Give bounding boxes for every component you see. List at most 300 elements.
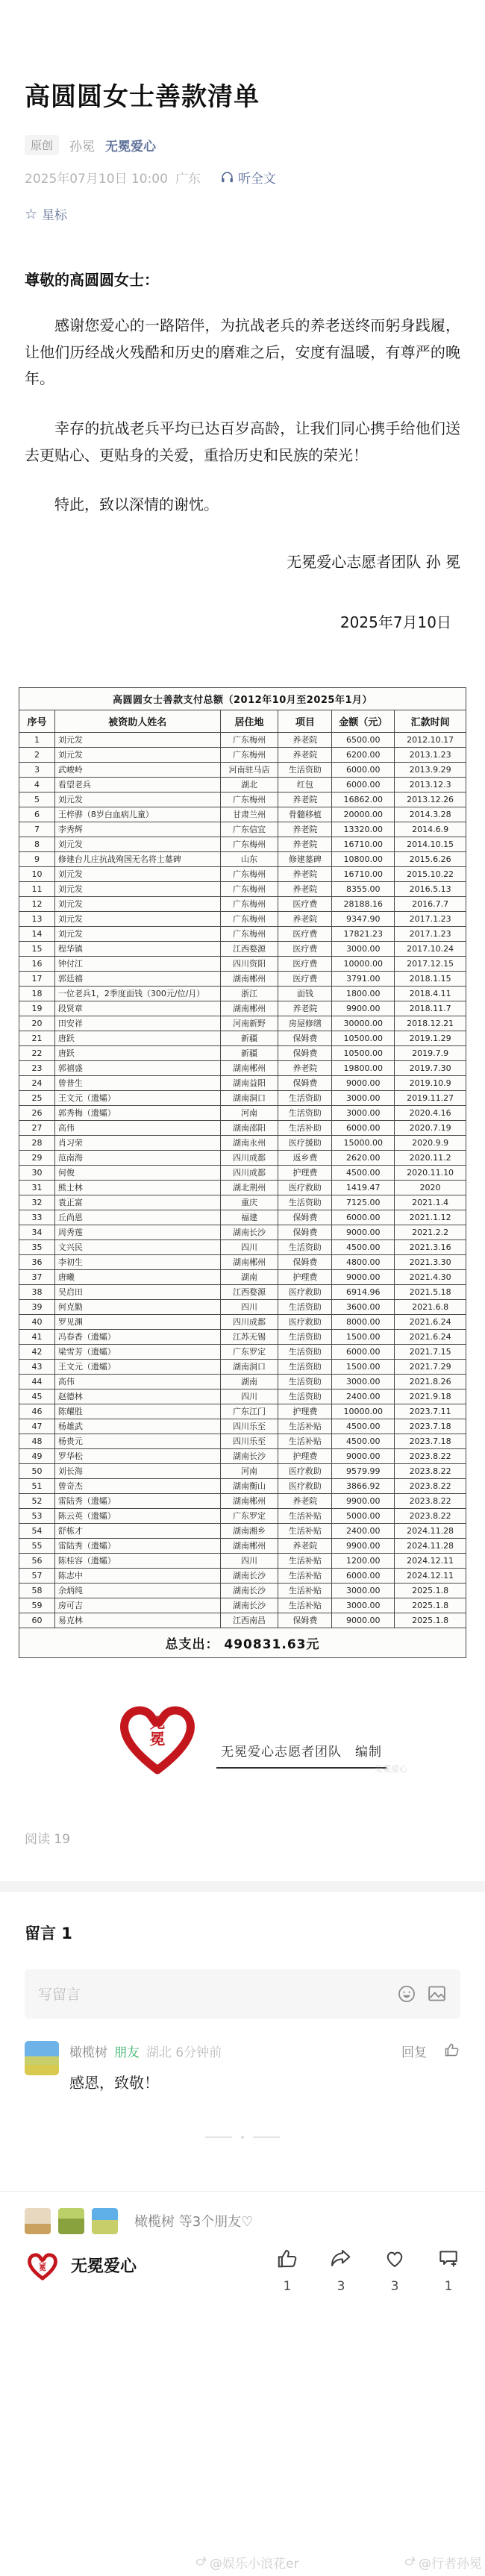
table-cell: 9347.90 xyxy=(332,911,395,926)
table-cell: 6000.00 xyxy=(332,1568,395,1583)
table-cell: 养老院 xyxy=(278,747,332,762)
table-cell: 8355.00 xyxy=(332,881,395,896)
table-cell: 4500.00 xyxy=(332,1419,395,1434)
table-cell: 保姆费 xyxy=(278,1613,332,1628)
table-cell: 医疗费 xyxy=(278,926,332,941)
table-cell: 31 xyxy=(19,1180,55,1195)
table-cell: 24 xyxy=(19,1075,55,1090)
table-cell: 生活资助 xyxy=(278,762,332,777)
table-cell: 甘肃兰州 xyxy=(220,807,278,822)
table-cell: 32 xyxy=(19,1195,55,1210)
table-cell: 1200.00 xyxy=(332,1553,395,1568)
table-cell: 护理费 xyxy=(278,1269,332,1284)
table-cell: 2019.10.9 xyxy=(395,1075,466,1090)
table-cell: 医疗费 xyxy=(278,971,332,986)
account-link[interactable]: 无冕爱心 xyxy=(105,140,157,155)
table-cell: 4500.00 xyxy=(332,1165,395,1180)
thumbs-up-icon xyxy=(275,2246,299,2273)
table-cell: 17821.23 xyxy=(332,926,395,941)
table-row xyxy=(19,1075,466,1090)
col-header-project: 项目 xyxy=(278,710,332,732)
table-row xyxy=(19,1165,466,1180)
table-cell: 生活补贴 xyxy=(278,1598,332,1613)
comment-input[interactable] xyxy=(25,1969,460,2019)
stamp-watermark: 无冕爱心 xyxy=(375,1763,407,1774)
table-cell: 2014.3.28 xyxy=(395,807,466,822)
table-cell: 26 xyxy=(19,1105,55,1120)
table-cell: 2023.7.11 xyxy=(395,1404,466,1419)
comment-placeholder: 写留言 xyxy=(38,1986,81,2004)
table-cell: 5000.00 xyxy=(332,1508,395,1523)
table-cell: 河南 xyxy=(220,1463,278,1478)
table-cell: 范南海 xyxy=(54,1150,220,1165)
table-cell: 10500.00 xyxy=(332,1045,395,1060)
table-cell: 39 xyxy=(19,1299,55,1314)
svg-text:无: 无 xyxy=(149,1713,166,1732)
table-cell: 养老院 xyxy=(278,881,332,896)
table-row xyxy=(19,1195,466,1210)
col-header-name: 被资助人姓名 xyxy=(54,710,220,732)
share-button[interactable] xyxy=(329,2246,353,2294)
table-cell: 生活资助 xyxy=(278,1344,332,1359)
table-cell: 梁雪芳（遗孀） xyxy=(54,1344,220,1359)
table-cell: 8000.00 xyxy=(332,1314,395,1329)
table-cell: 52 xyxy=(19,1493,55,1508)
table-cell: 53 xyxy=(19,1508,55,1523)
table-cell: 2 xyxy=(19,747,55,762)
col-header-amount: 金额（元） xyxy=(332,710,395,732)
table-cell: 湖南郴州 xyxy=(220,971,278,986)
table-cell: 41 xyxy=(19,1329,55,1344)
table-cell: 2400.00 xyxy=(332,1389,395,1404)
table-row xyxy=(19,1120,466,1135)
table-cell: 面钱 xyxy=(278,986,332,1001)
table-cell: 刘元发 xyxy=(54,911,220,926)
table-cell: 6 xyxy=(19,807,55,822)
table-cell: 2024.12.11 xyxy=(395,1568,466,1583)
table-cell: 2021.9.18 xyxy=(395,1389,466,1404)
table-row xyxy=(19,896,466,911)
table-cell: 山东 xyxy=(220,851,278,866)
image-upload-icon[interactable] xyxy=(427,1983,447,2004)
table-cell: 生活补贴 xyxy=(278,1553,332,1568)
table-cell: 35 xyxy=(19,1239,55,1254)
account-brand[interactable] xyxy=(25,2246,137,2285)
paragraph-2: 幸存的抗战老兵平均已达百岁高龄，让我们同心携手给他们送去更贴心、更贴身的关爱，重拾历史和民族的荣光！ xyxy=(25,419,460,464)
table-cell: 肖习荣 xyxy=(54,1135,220,1150)
table-cell: 湖南郴州 xyxy=(220,1538,278,1553)
table-cell: 11 xyxy=(19,881,55,896)
table-cell: 四川成都 xyxy=(220,1165,278,1180)
table-cell: 养老院 xyxy=(278,911,332,926)
table-cell: 17 xyxy=(19,971,55,986)
table-cell: 7 xyxy=(19,822,55,837)
table-cell: 20 xyxy=(19,1016,55,1031)
table-cell: 57 xyxy=(19,1568,55,1583)
table-cell: 9579.99 xyxy=(332,1463,395,1478)
table-cell: 2020.11.10 xyxy=(395,1165,466,1180)
table-cell: 湖南永州 xyxy=(220,1135,278,1150)
table-cell: 广东江门 xyxy=(220,1404,278,1419)
table-cell: 9000.00 xyxy=(332,1448,395,1463)
table-cell: 程华镇 xyxy=(54,941,220,956)
table-cell: 生活补贴 xyxy=(278,1434,332,1448)
table-cell: 周秀莲 xyxy=(54,1225,220,1239)
table-row xyxy=(19,1419,466,1434)
table-cell: 2023.8.22 xyxy=(395,1493,466,1508)
heart-count: 3 xyxy=(390,2278,399,2294)
table-cell: 王梓骅（8岁白血病儿童） xyxy=(54,807,220,822)
friend-avatar-1 xyxy=(25,2208,51,2234)
table-cell: 陈志中 xyxy=(54,1568,220,1583)
table-cell: 四川乐至 xyxy=(220,1419,278,1434)
table-cell: 4500.00 xyxy=(332,1434,395,1448)
table-cell: 曾奇杰 xyxy=(54,1478,220,1493)
table-cell: 广东信宜 xyxy=(220,822,278,837)
table-cell: 2021.6.24 xyxy=(395,1314,466,1329)
table-cell: 广东罗定 xyxy=(220,1344,278,1359)
table-cell: 6000.00 xyxy=(332,762,395,777)
table-row xyxy=(19,792,466,807)
comment-text: 感恩，致敬！ xyxy=(69,2073,159,2092)
table-row xyxy=(19,747,466,762)
table-cell: 杨贵元 xyxy=(54,1434,220,1448)
table-cell: 6000.00 xyxy=(332,1210,395,1225)
table-cell: 20000.00 xyxy=(332,807,395,822)
table-cell: 12 xyxy=(19,896,55,911)
table-cell: 福建 xyxy=(220,1210,278,1225)
commenter-name[interactable]: 橄榄树 xyxy=(69,2045,107,2061)
emoji-icon[interactable] xyxy=(397,1984,416,2004)
table-cell: 医疗救助 xyxy=(278,1478,332,1493)
table-cell: 刘元发 xyxy=(54,866,220,881)
table-cell: 浙江 xyxy=(220,986,278,1001)
table-cell: 21 xyxy=(19,1031,55,1045)
table-cell: 刘长海 xyxy=(54,1463,220,1478)
table-cell: 2021.5.18 xyxy=(395,1284,466,1299)
table-cell: 李初生 xyxy=(54,1254,220,1269)
table-cell: 56 xyxy=(19,1553,55,1568)
comments-title: 留言 1 xyxy=(25,1924,72,1942)
table-cell: 湖南长沙 xyxy=(220,1583,278,1598)
table-cell: 5 xyxy=(19,792,55,807)
table-cell: 舒栋才 xyxy=(54,1523,220,1538)
table-cell: 2016.7.7 xyxy=(395,896,466,911)
table-cell: 44 xyxy=(19,1374,55,1389)
table-cell: 生活资助 xyxy=(278,1239,332,1254)
table-cell: 2021.6.24 xyxy=(395,1329,466,1344)
table-cell: 54 xyxy=(19,1523,55,1538)
table-cell: 2024.11.28 xyxy=(395,1538,466,1553)
table-row xyxy=(19,866,466,881)
table-cell: 返乡费 xyxy=(278,1150,332,1165)
table-cell: 王文元（遗孀） xyxy=(54,1359,220,1374)
friends-liked-row[interactable] xyxy=(25,2208,460,2234)
table-cell: 2025.1.8 xyxy=(395,1598,466,1613)
reply-button[interactable]: 回复 xyxy=(401,2045,427,2061)
table-cell: 吴启田 xyxy=(54,1284,220,1299)
table-cell: 10800.00 xyxy=(332,851,395,866)
table-row xyxy=(19,807,466,822)
stamp-team-label: 无冕爱心志愿者团队 编制 xyxy=(221,1744,382,1760)
commenter-avatar[interactable] xyxy=(25,2041,59,2075)
table-row xyxy=(19,911,466,926)
table-row xyxy=(19,762,466,777)
table-cell: 养老院 xyxy=(278,1001,332,1016)
table-cell: 护理费 xyxy=(278,1404,332,1419)
table-row xyxy=(19,1434,466,1448)
table-cell: 看望老兵 xyxy=(54,777,220,792)
table-cell: 湖南郴州 xyxy=(220,1001,278,1016)
friend-avatar-2 xyxy=(58,2208,84,2234)
watermark-right: @行者孙冕 xyxy=(404,2553,482,2572)
table-cell: 湖南洞口 xyxy=(220,1359,278,1374)
table-cell: 广东梅州 xyxy=(220,837,278,851)
svg-text:冕: 冕 xyxy=(39,2264,46,2273)
stamp-caption xyxy=(216,1741,407,1774)
table-cell: 唐曦 xyxy=(54,1269,220,1284)
table-cell: 郭秀梅（遗孀） xyxy=(54,1105,220,1120)
table-cell: 广东梅州 xyxy=(220,732,278,747)
table-cell: 湖南邵阳 xyxy=(220,1120,278,1135)
table-cell: 保姆费 xyxy=(278,1225,332,1239)
table-cell: 3791.00 xyxy=(332,971,395,986)
table-cell: 陈耀胜 xyxy=(54,1404,220,1419)
table-cell: 60 xyxy=(19,1613,55,1628)
table-cell: 生活资助 xyxy=(278,1374,332,1389)
table-cell: 刘元发 xyxy=(54,837,220,851)
col-header-location: 居住地 xyxy=(220,710,278,732)
table-row xyxy=(19,941,466,956)
table-row xyxy=(19,1299,466,1314)
comment-button[interactable] xyxy=(436,2246,460,2294)
table-row xyxy=(19,851,466,866)
table-cell: 30000.00 xyxy=(332,1016,395,1031)
table-cell: 唐跃 xyxy=(54,1045,220,1060)
table-cell: 生活资助 xyxy=(278,1329,332,1344)
table-cell: 2023.8.22 xyxy=(395,1508,466,1523)
author-name: 孙冕 xyxy=(69,140,96,155)
table-cell: 生活补贴 xyxy=(278,1508,332,1523)
table-cell: 保姆费 xyxy=(278,1254,332,1269)
table-cell: 曾普生 xyxy=(54,1075,220,1090)
table-cell: 四川资阳 xyxy=(220,956,278,971)
table-cell: 38 xyxy=(19,1284,55,1299)
table-row xyxy=(19,1613,466,1628)
table-cell: 2018.4.11 xyxy=(395,986,466,1001)
table-cell: 28 xyxy=(19,1135,55,1150)
table-cell: 3000.00 xyxy=(332,1374,395,1389)
table-cell: 4 xyxy=(19,777,55,792)
table-row xyxy=(19,1523,466,1538)
table-cell: 一位老兵1，2季度面钱（300元/位/月） xyxy=(54,986,220,1001)
table-row xyxy=(19,1374,466,1389)
table-cell: 何克勤 xyxy=(54,1299,220,1314)
table-cell: 房可吉 xyxy=(54,1598,220,1613)
table-cell: 江西南昌 xyxy=(220,1613,278,1628)
table-cell: 18 xyxy=(19,986,55,1001)
table-cell: 28188.16 xyxy=(332,896,395,911)
table-cell: 2017.10.24 xyxy=(395,941,466,956)
table-row xyxy=(19,1538,466,1553)
table-row xyxy=(19,956,466,971)
publish-date: 2025年07月10日 10:00 xyxy=(25,172,168,187)
table-cell: 2023.7.18 xyxy=(395,1434,466,1448)
table-cell: 45 xyxy=(19,1389,55,1404)
table-cell: 36 xyxy=(19,1254,55,1269)
table-cell: 2023.7.18 xyxy=(395,1419,466,1434)
table-cell: 丘尚恩 xyxy=(54,1210,220,1225)
table-row xyxy=(19,1568,466,1583)
table-row xyxy=(19,1254,466,1269)
table-cell: 湖南长沙 xyxy=(220,1598,278,1613)
table-cell: 2013.12.26 xyxy=(395,792,466,807)
table-cell: 2013.1.23 xyxy=(395,747,466,762)
table-cell: 新疆 xyxy=(220,1031,278,1045)
table-cell: 高伟 xyxy=(54,1374,220,1389)
table-cell: 14 xyxy=(19,926,55,941)
table-row xyxy=(19,1359,466,1374)
table-cell: 四川 xyxy=(220,1299,278,1314)
table-cell: 6914.96 xyxy=(332,1284,395,1299)
heart-logo xyxy=(112,1688,203,1782)
table-cell: 2024.12.11 xyxy=(395,1553,466,1568)
table-row xyxy=(19,822,466,837)
table-cell: 2017.12.15 xyxy=(395,956,466,971)
table-cell: 13320.00 xyxy=(332,822,395,837)
read-count: 阅读 19 xyxy=(25,1831,71,1847)
table-cell: 6000.00 xyxy=(332,777,395,792)
table-cell: 生活资助 xyxy=(278,1195,332,1210)
table-cell: 2021.7.29 xyxy=(395,1359,466,1374)
table-cell: 湖南郴州 xyxy=(220,1060,278,1075)
table-row xyxy=(19,986,466,1001)
table-cell: 3000.00 xyxy=(332,1105,395,1120)
star-button[interactable] xyxy=(25,204,460,223)
comment-item xyxy=(25,2041,460,2092)
signature-date: 2025年7月10日 xyxy=(340,613,451,631)
table-row xyxy=(19,1210,466,1225)
table-cell: 罗见渊 xyxy=(54,1314,220,1329)
table-cell: 王文元（遗孀） xyxy=(54,1090,220,1105)
table-cell: 2013.9.29 xyxy=(395,762,466,777)
table-cell: 生活补助 xyxy=(278,1120,332,1135)
table-row xyxy=(19,837,466,851)
table-cell: 9000.00 xyxy=(332,1075,395,1090)
table-cell: 43 xyxy=(19,1359,55,1374)
table-cell: 25 xyxy=(19,1090,55,1105)
table-cell: 湖北荆州 xyxy=(220,1180,278,1195)
table-cell: 江西婺源 xyxy=(220,941,278,956)
table-cell: 湖南 xyxy=(220,1374,278,1389)
table-cell: 冯春香（遗孀） xyxy=(54,1329,220,1344)
table-cell: 13 xyxy=(19,911,55,926)
table-cell: 46 xyxy=(19,1404,55,1419)
table-cell: 16710.00 xyxy=(332,837,395,851)
table-cell: 59 xyxy=(19,1598,55,1613)
table-cell: 四川 xyxy=(220,1553,278,1568)
table-cell: 修建台儿庄抗战殉国无名将士墓碑 xyxy=(54,851,220,866)
table-cell: 保姆费 xyxy=(278,1045,332,1060)
table-row xyxy=(19,1180,466,1195)
weibo-icon xyxy=(195,2555,207,2570)
table-cell: 2017.1.23 xyxy=(395,926,466,941)
table-cell: 6000.00 xyxy=(332,1120,395,1135)
table-cell: 2025.1.8 xyxy=(395,1613,466,1628)
table-cell: 湖南洞口 xyxy=(220,1090,278,1105)
table-cell: 广东梅州 xyxy=(220,881,278,896)
table-cell: 9000.00 xyxy=(332,1613,395,1628)
table-cell: 武峻岭 xyxy=(54,762,220,777)
table-cell: 16710.00 xyxy=(332,866,395,881)
table-cell: 广东梅州 xyxy=(220,911,278,926)
table-cell: 1500.00 xyxy=(332,1329,395,1344)
star-icon: ☆ xyxy=(25,205,38,222)
table-cell: 2020.4.16 xyxy=(395,1105,466,1120)
table-cell: 保姆费 xyxy=(278,1031,332,1045)
table-cell: 9000.00 xyxy=(332,1269,395,1284)
table-cell: 河南新野 xyxy=(220,1016,278,1031)
table-cell: 刘元发 xyxy=(54,747,220,762)
table-cell: 2023.8.22 xyxy=(395,1478,466,1493)
table-cell: 4800.00 xyxy=(332,1254,395,1269)
table-cell: 何俊 xyxy=(54,1165,220,1180)
table-cell: 四川乐至 xyxy=(220,1434,278,1448)
like-button[interactable] xyxy=(275,2246,299,2294)
listen-button[interactable] xyxy=(220,168,276,187)
table-cell: 1500.00 xyxy=(332,1359,395,1374)
table-cell: 3600.00 xyxy=(332,1299,395,1314)
table-cell: 生活资助 xyxy=(278,1105,332,1120)
star-label: 星标 xyxy=(42,208,68,224)
table-cell: 江西婺源 xyxy=(220,1284,278,1299)
table-cell: 江苏无锡 xyxy=(220,1329,278,1344)
table-cell: 9900.00 xyxy=(332,1493,395,1508)
table-cell: 2018.12.21 xyxy=(395,1016,466,1031)
table-cell: 51 xyxy=(19,1478,55,1493)
table-cell: 10 xyxy=(19,866,55,881)
table-cell: 10500.00 xyxy=(332,1031,395,1045)
table-cell: 2018.1.15 xyxy=(395,971,466,986)
table-cell: 养老院 xyxy=(278,1493,332,1508)
table-cell: 医疗费 xyxy=(278,956,332,971)
table-cell: 2017.1.23 xyxy=(395,911,466,926)
table-cell: 湖北 xyxy=(220,777,278,792)
heart-button[interactable] xyxy=(383,2246,407,2294)
table-cell: 9900.00 xyxy=(332,1001,395,1016)
weibo-icon xyxy=(404,2555,416,2570)
table-cell: 湖南湘乡 xyxy=(220,1523,278,1538)
comment-like-icon[interactable] xyxy=(443,2041,460,2062)
table-row xyxy=(19,1508,466,1523)
donation-table-body xyxy=(19,732,466,1628)
table-row xyxy=(19,1344,466,1359)
table-cell: 10000.00 xyxy=(332,1404,395,1419)
table-cell: 3000.00 xyxy=(332,1598,395,1613)
table-cell: 1 xyxy=(19,732,55,747)
table-cell: 房屋修缮 xyxy=(278,1016,332,1031)
table-cell: 养老院 xyxy=(278,822,332,837)
table-cell: 2015.10.22 xyxy=(395,866,466,881)
like-count: 1 xyxy=(283,2278,292,2294)
table-cell: 雷陆秀（遗孀） xyxy=(54,1493,220,1508)
signature-team: 无冕爱心志愿者团队 孙 冕 xyxy=(287,552,460,571)
dateline xyxy=(25,168,460,187)
donation-table xyxy=(19,687,466,1658)
table-row xyxy=(19,1135,466,1150)
table-cell: 广东梅州 xyxy=(220,792,278,807)
table-cell: 3000.00 xyxy=(332,1583,395,1598)
